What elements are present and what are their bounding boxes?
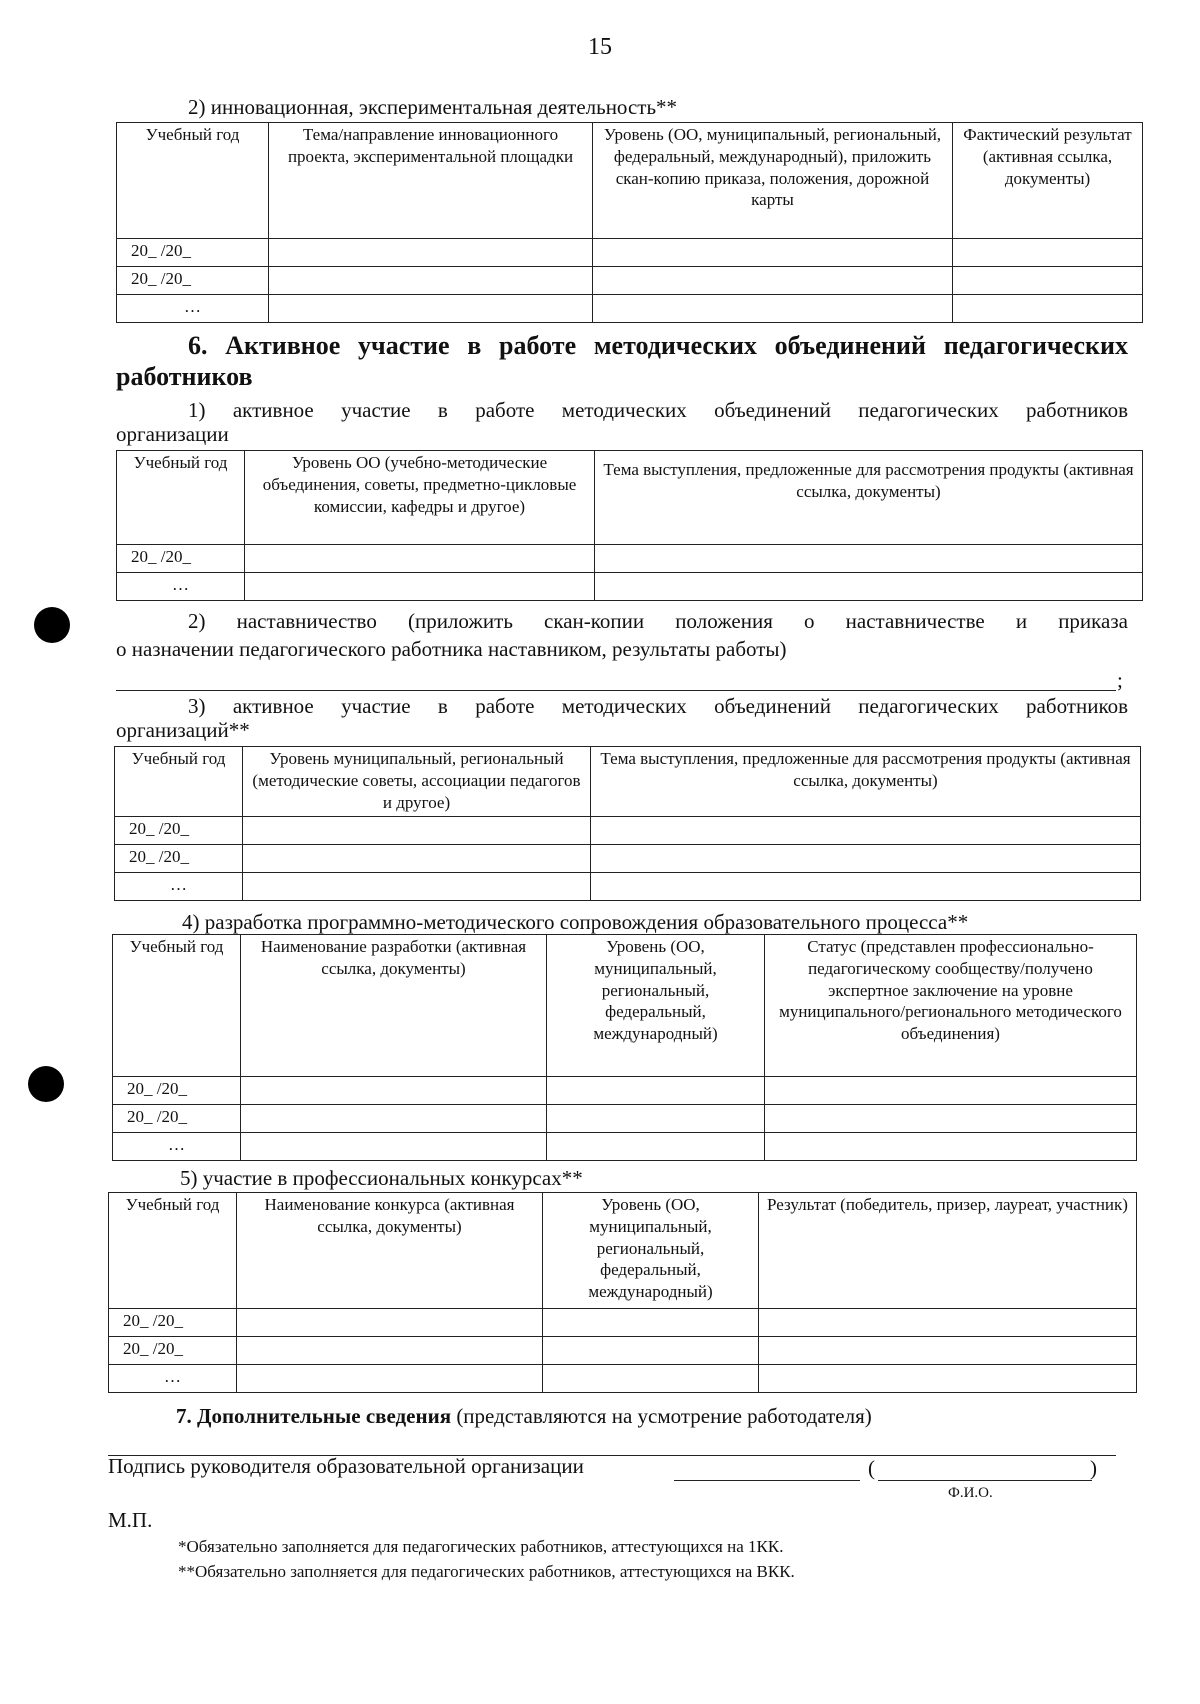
item-5-title: 5) участие в профессиональных конкурсах**: [180, 1166, 583, 1190]
item-4-title: 4) разработка программно-методического сопровождения образовательного процесса**: [182, 910, 969, 934]
empty-cell[interactable]: [269, 267, 593, 295]
fio-close-paren: ): [1090, 1456, 1097, 1480]
empty-cell[interactable]: [591, 817, 1141, 845]
year-cell: 20_ /20_: [115, 817, 243, 845]
col-header-level: Уровень (ОО, муниципальный, региональный, федеральный, международный): [543, 1193, 759, 1309]
ellipsis-cell: …: [115, 873, 243, 901]
methodical-table: [116, 450, 1143, 601]
empty-cell[interactable]: [593, 239, 953, 267]
col-header-year: Учебный год: [117, 451, 245, 545]
empty-cell[interactable]: [543, 1365, 759, 1393]
fill-in-line[interactable]: [116, 690, 1116, 691]
empty-cell[interactable]: [243, 873, 591, 901]
year-cell: 20_ /20_: [117, 545, 245, 573]
item-3-text-line2: организаций**: [116, 718, 250, 742]
empty-cell[interactable]: [595, 545, 1143, 573]
item-1-text-line2: организации: [116, 422, 229, 446]
table-row: [109, 1337, 1137, 1365]
empty-cell[interactable]: [243, 817, 591, 845]
empty-cell[interactable]: [759, 1365, 1137, 1393]
fill-in-line-end: ;: [1117, 668, 1123, 692]
table-row: [109, 1365, 1137, 1393]
table-row: [113, 1077, 1137, 1105]
empty-cell[interactable]: [237, 1365, 543, 1393]
punch-hole-dot: [28, 1066, 64, 1102]
col-header-status: Статус (представлен профессионально-педагогическому сообществу/получено экспертное заключение на уровне муниципального/регионального методического объединения): [765, 935, 1137, 1077]
footnote-1kk: *Обязательно заполняется для педагогических работников, аттестующихся на 1КК.: [178, 1537, 784, 1556]
innovation-title: 2) инновационная, экспериментальная деятельность**: [188, 95, 678, 119]
fio-caption: Ф.И.О.: [948, 1485, 993, 1501]
col-header-year: Учебный год: [115, 747, 243, 817]
empty-cell[interactable]: [245, 573, 595, 601]
empty-cell[interactable]: [269, 295, 593, 323]
col-header-topic: Тема/направление инновационного проекта, экспериментальной площадки: [269, 123, 593, 239]
empty-cell[interactable]: [241, 1133, 547, 1161]
section-6-heading-line1: 6. Активное участие в работе методических объединений педагогических: [188, 331, 1128, 360]
ellipsis-cell: …: [113, 1133, 241, 1161]
empty-cell[interactable]: [543, 1337, 759, 1365]
empty-cell[interactable]: [593, 295, 953, 323]
col-header-level: Уровень (ОО, муниципальный, региональный, федеральный, международный): [547, 935, 765, 1077]
empty-cell[interactable]: [591, 873, 1141, 901]
empty-cell[interactable]: [543, 1309, 759, 1337]
signature-line[interactable]: [674, 1480, 860, 1481]
empty-cell[interactable]: [593, 267, 953, 295]
empty-cell[interactable]: [591, 845, 1141, 873]
empty-cell[interactable]: [547, 1133, 765, 1161]
col-header-year: Учебный год: [109, 1193, 237, 1309]
year-cell: 20_ /20_: [109, 1309, 237, 1337]
ellipsis-cell: …: [117, 295, 269, 323]
year-cell: 20_ /20_: [117, 239, 269, 267]
col-header-result: Результат (победитель, призер, лауреат, участник): [759, 1193, 1137, 1309]
item-3-text-line1: 3) активное участие в работе методических объединений педагогических работников: [188, 694, 1128, 718]
section-7-title: 7. Дополнительные сведения: [176, 1404, 452, 1428]
empty-cell[interactable]: [765, 1077, 1137, 1105]
empty-cell[interactable]: [547, 1105, 765, 1133]
section-6-heading-line2: работников: [116, 362, 253, 391]
table-row: [117, 545, 1143, 573]
table-row: [117, 295, 1143, 323]
year-cell: 20_ /20_: [113, 1077, 241, 1105]
table-header-row: [115, 747, 1141, 817]
empty-cell[interactable]: [237, 1337, 543, 1365]
col-header-year: Учебный год: [117, 123, 269, 239]
table-row: [117, 239, 1143, 267]
col-header-contest: Наименование конкурса (активная ссылка, документы): [237, 1193, 543, 1309]
ellipsis-cell: …: [109, 1365, 237, 1393]
empty-cell[interactable]: [953, 267, 1143, 295]
table-row: [115, 845, 1141, 873]
col-header-level: Уровень (ОО, муниципальный, региональный, федеральный, международный), приложить скан-копию приказа, положения, дорожной карты: [593, 123, 953, 239]
table-row: [117, 573, 1143, 601]
item-1-text-line1: 1) активное участие в работе методических объединений педагогических работников: [188, 398, 1128, 422]
empty-cell[interactable]: [765, 1133, 1137, 1161]
table-row: [113, 1133, 1137, 1161]
section-7-heading: [176, 1404, 872, 1429]
empty-cell[interactable]: [241, 1105, 547, 1133]
table-header-row: [113, 935, 1137, 1077]
empty-cell[interactable]: [241, 1077, 547, 1105]
col-header-result: Фактический результат (активная ссылка, документы): [953, 123, 1143, 239]
col-header-level: Уровень ОО (учебно-методические объединения, советы, предметно-цикловые комиссии, кафедры и другое): [245, 451, 595, 545]
col-header-topic: Тема выступления, предложенные для рассмотрения продукты (активная ссылка, документы): [591, 747, 1141, 817]
fio-line[interactable]: [878, 1480, 1092, 1481]
year-cell: 20_ /20_: [109, 1337, 237, 1365]
empty-cell[interactable]: [953, 239, 1143, 267]
stamp-place: М.П.: [108, 1508, 153, 1532]
empty-cell[interactable]: [243, 845, 591, 873]
table-row: [117, 267, 1143, 295]
empty-cell[interactable]: [269, 239, 593, 267]
table-row: [115, 873, 1141, 901]
punch-hole-dot: [34, 607, 70, 643]
item-2-text-line2: о назначении педагогического работника наставником, результаты работы): [116, 637, 787, 661]
year-cell: 20_ /20_: [113, 1105, 241, 1133]
table-header-row: [109, 1193, 1137, 1309]
table-row: [113, 1105, 1137, 1133]
empty-cell[interactable]: [245, 545, 595, 573]
year-cell: 20_ /20_: [115, 845, 243, 873]
ellipsis-cell: …: [117, 573, 245, 601]
page-number: 15: [588, 34, 612, 60]
empty-cell[interactable]: [765, 1105, 1137, 1133]
table-header-row: [117, 451, 1143, 545]
table-row: [115, 817, 1141, 845]
year-cell: 20_ /20_: [117, 267, 269, 295]
col-header-year: Учебный год: [113, 935, 241, 1077]
col-header-level: Уровень муниципальный, региональный (методические советы, ассоциации педагогов и другое): [243, 747, 591, 817]
signature-label: Подпись руководителя образовательной организации: [108, 1454, 584, 1478]
contests-table: [108, 1192, 1137, 1393]
fio-open-paren: (: [868, 1456, 875, 1480]
footnote-vkk: **Обязательно заполняется для педагогических работников, аттестующихся на ВКК.: [178, 1562, 795, 1581]
col-header-topic: Тема выступления, предложенные для рассмотрения продукты (активная ссылка, документы): [595, 451, 1143, 545]
empty-cell[interactable]: [595, 573, 1143, 601]
empty-cell[interactable]: [547, 1077, 765, 1105]
methodical-external-table: [114, 746, 1141, 901]
col-header-name: Наименование разработки (активная ссылка, документы): [241, 935, 547, 1077]
innovation-table: [116, 122, 1143, 323]
program-development-table: [112, 934, 1137, 1161]
table-row: [109, 1309, 1137, 1337]
empty-cell[interactable]: [759, 1337, 1137, 1365]
item-2-text-line1: 2) наставничество (приложить скан-копии положения о наставничестве и приказа: [188, 609, 1128, 633]
empty-cell[interactable]: [237, 1309, 543, 1337]
section-7-note: (представляются на усмотрение работодателя): [456, 1404, 872, 1428]
table-header-row: [117, 123, 1143, 239]
empty-cell[interactable]: [953, 295, 1143, 323]
empty-cell[interactable]: [759, 1309, 1137, 1337]
